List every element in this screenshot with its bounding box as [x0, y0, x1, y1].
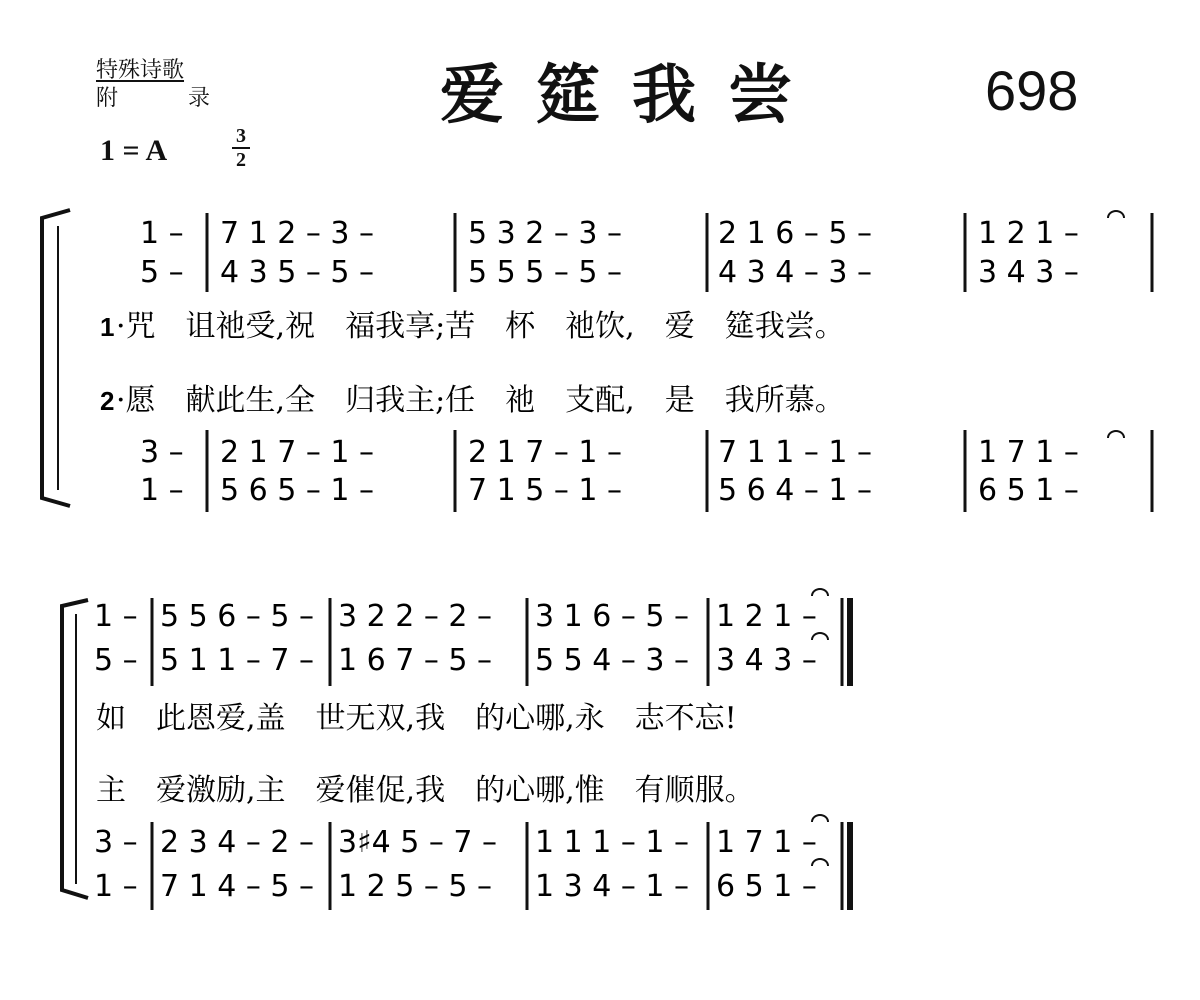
verse1-lyrics: ·咒 诅祂受,祝 福我享;苦 杯 祂饮, 爱 筵我尝。: [116, 309, 845, 344]
s2v2-m0: 5 –: [94, 643, 138, 678]
s2v3-m3: 1 1 1 – 1 –: [535, 825, 690, 860]
chorus-lyrics-2: 主 爱激励,主 爱催促,我 的心哪,惟 有顺服。: [96, 773, 755, 808]
fermata-icon: [1108, 211, 1124, 218]
s2v4-m4: 6 5 1 –: [716, 869, 817, 904]
s1v1-m1: 7 1 2 – 3 –: [220, 216, 375, 251]
chorus-lyrics-1: 如 此恩爱,盖 世无双,我 的心哪,永 志不忘!: [96, 701, 737, 736]
s2v4-m2: 1 2 5 – 5 –: [338, 869, 493, 904]
appendix-label-right: 录: [188, 86, 211, 111]
s2v1-m1: 5 5 6 – 5 –: [160, 599, 315, 634]
fermata-icon: [812, 815, 828, 822]
s2v4-m3: 1 3 4 – 1 –: [535, 869, 690, 904]
s2v1-m0: 1 –: [94, 599, 138, 634]
system1-voice4: [140, 473, 1079, 508]
s1v3-m0: 3 –: [140, 435, 184, 470]
verse1-number: 1: [100, 312, 115, 342]
s2v4-m0: 1 –: [94, 869, 138, 904]
hymn-title: 爱筵我尝: [440, 58, 824, 133]
s1v1-m2: 5 3 2 – 3 –: [468, 216, 623, 251]
fermata-icon: [812, 859, 828, 866]
s2v2-m4: 3 4 3 –: [716, 643, 817, 678]
s1v4-m2: 7 1 5 – 1 –: [468, 473, 623, 508]
s2v4-m1: 7 1 4 – 5 –: [160, 869, 315, 904]
s1v1-m0: 1 –: [140, 216, 184, 251]
s2v2-m3: 5 5 4 – 3 –: [535, 643, 690, 678]
s1v3-m3: 7 1 1 – 1 –: [718, 435, 873, 470]
fermata-icon: [812, 589, 828, 596]
hymn-number: 698: [985, 59, 1079, 122]
s1v3-m1: 2 1 7 – 1 –: [220, 435, 375, 470]
s1v1-m3: 2 1 6 – 5 –: [718, 216, 873, 251]
s2v2-m1: 5 1 1 – 7 –: [160, 643, 315, 678]
s2v1-m3: 3 1 6 – 5 –: [535, 599, 690, 634]
system1-bracket: [42, 210, 70, 506]
category-label: 特殊诗歌: [96, 58, 185, 83]
s2v2-m2: 1 6 7 – 5 –: [338, 643, 493, 678]
system1-voice1: [140, 216, 1079, 251]
s1v2-m4: 3 4 3 –: [978, 255, 1079, 290]
s1v4-m1: 5 6 5 – 1 –: [220, 473, 375, 508]
time-sig-top: 3: [236, 125, 246, 147]
s1v4-m0: 1 –: [140, 473, 184, 508]
s2v3-m2: 3♯4 5 – 7 –: [338, 825, 498, 860]
s1v3-m4: 1 7 1 –: [978, 435, 1079, 470]
s1v2-m2: 5 5 5 – 5 –: [468, 255, 623, 290]
s2v3-m1: 2 3 4 – 2 –: [160, 825, 315, 860]
s1v2-m1: 4 3 5 – 5 –: [220, 255, 375, 290]
s1v2-m0: 5 –: [140, 255, 184, 290]
s1v1-m4: 1 2 1 –: [978, 216, 1079, 251]
appendix-label-left: 附: [96, 86, 119, 111]
verse2-lyrics: ·愿 献此生,全 归我主;任 祂 支配, 是 我所慕。: [116, 383, 845, 418]
fermata-icon: [1108, 431, 1124, 438]
s1v4-m3: 5 6 4 – 1 –: [718, 473, 873, 508]
s1v2-m3: 4 3 4 – 3 –: [718, 255, 873, 290]
fermata-icons: [812, 211, 1124, 866]
s2v3-m0: 3 –: [94, 825, 138, 860]
time-sig-bottom: 2: [236, 149, 246, 171]
s1v4-m4: 6 5 1 –: [978, 473, 1079, 508]
s2v1-m4: 1 2 1 –: [716, 599, 817, 634]
key-signature: 1 = A: [100, 134, 168, 167]
system1-voice3: [140, 435, 1079, 470]
s1v3-m2: 2 1 7 – 1 –: [468, 435, 623, 470]
verse2-number: 2: [100, 386, 115, 416]
s2v3-m4: 1 7 1 –: [716, 825, 817, 860]
fermata-icon: [812, 633, 828, 640]
s2v1-m2: 3 2 2 – 2 –: [338, 599, 493, 634]
system1-voice2: [140, 255, 1079, 290]
